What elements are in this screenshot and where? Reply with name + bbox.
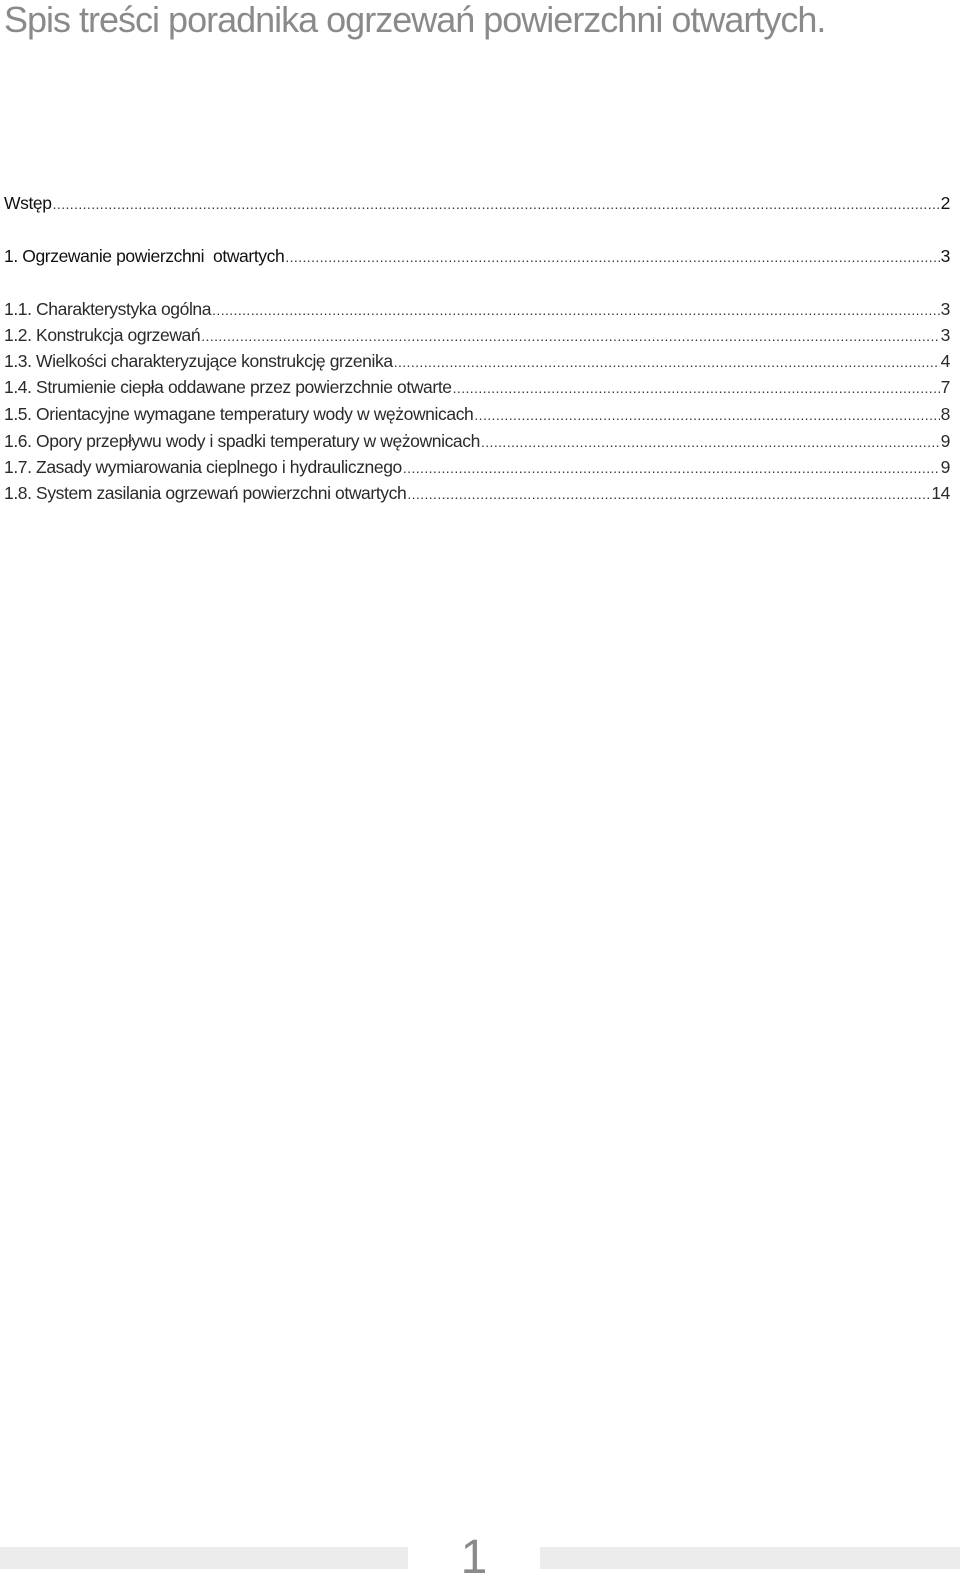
toc-entry-label: 1.5. Orientacyjne wymagane temperatury wody w wężownicach [4, 404, 474, 424]
toc-entry-label: Wstęp [4, 193, 52, 213]
toc-entry-page: 7 [940, 377, 950, 397]
toc-dot-leader [481, 431, 940, 453]
toc-entry-label: 1.1. Charakterystyka ogólna [4, 299, 212, 319]
toc-dot-leader [407, 483, 930, 505]
toc-entry-page: 3 [940, 246, 950, 266]
toc-dot-leader [394, 351, 940, 373]
toc-entry-label: 1.2. Konstrukcja ogrzewań [4, 325, 201, 345]
toc-dot-leader [201, 325, 939, 347]
toc-dot-leader [474, 404, 939, 426]
toc-entry-1-8[interactable] [4, 482, 950, 505]
toc-entry-1-7[interactable] [4, 456, 950, 479]
page-title: Spis treści poradnika ogrzewań powierzchni otwartych. [4, 0, 826, 40]
toc-entry-label: 1.3. Wielkości charakteryzujące konstrukcję grzenika [4, 351, 393, 371]
footer-bar-left [0, 1547, 408, 1569]
toc-entry-label: 1.7. Zasady wymiarowania cieplnego i hydraulicznego [4, 457, 402, 477]
toc-entry-page: 9 [940, 457, 950, 477]
toc-entry-label: 1.4. Strumienie ciepła oddawane przez powierzchnie otwarte [4, 377, 452, 397]
toc-entry-page: 14 [931, 483, 950, 503]
toc-entry-1-6[interactable] [4, 430, 950, 453]
toc-dot-leader [53, 193, 940, 215]
toc-entry-1-3[interactable] [4, 350, 950, 373]
toc-entry-page: 3 [940, 299, 950, 319]
toc-dot-leader [403, 457, 940, 479]
toc-entry-1-1[interactable] [4, 298, 950, 321]
toc-entry-label: 1.6. Opory przepływu wody i spadki temperatury w wężownicach [4, 431, 480, 451]
toc-entry-label: 1. Ogrzewanie powierzchni otwartych [4, 246, 285, 266]
toc-entry-chapter-1[interactable] [4, 245, 950, 268]
toc-entry-page: 3 [940, 325, 950, 345]
page-number: 1 [460, 1531, 488, 1584]
footer-bar-right [540, 1547, 960, 1569]
toc-entry-1-4[interactable] [4, 376, 950, 399]
toc-entry-page: 9 [940, 431, 950, 451]
toc-dot-leader [285, 246, 939, 268]
toc-entry-page: 8 [940, 404, 950, 424]
toc-entry-page: 4 [940, 351, 950, 371]
toc-entry-1-2[interactable] [4, 324, 950, 347]
toc-entry-wstep[interactable] [4, 192, 950, 215]
toc-entry-1-5[interactable] [4, 403, 950, 426]
toc-dot-leader [453, 377, 940, 399]
toc-dot-leader [212, 299, 940, 321]
toc-entry-page: 2 [940, 193, 950, 213]
toc-entry-label: 1.8. System zasilania ogrzewań powierzchni otwartych [4, 483, 407, 503]
